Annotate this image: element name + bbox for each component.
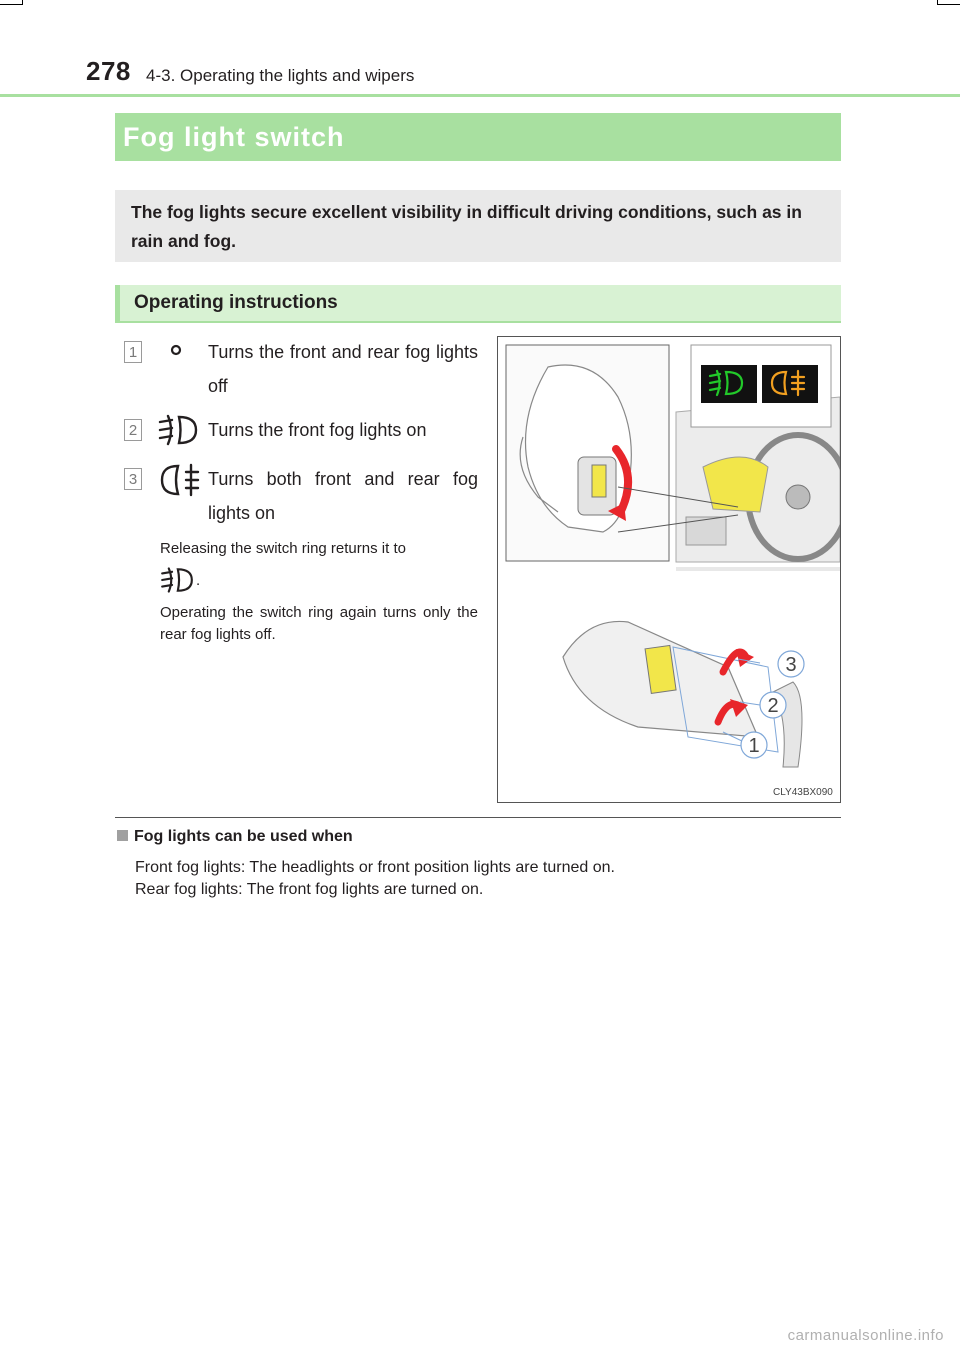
- figure-code: CLY43BX090: [773, 787, 833, 798]
- subsection-bar: [115, 285, 841, 323]
- conditions-heading: [117, 828, 353, 846]
- callout-label: 2: [767, 695, 779, 717]
- fog-switch-illustration: [497, 336, 841, 803]
- condition-line: Rear fog lights: The front fog lights are turned on.: [135, 881, 484, 898]
- intro-box: The fog lights secure excellent visibility in difficult driving conditions, such as in rain and fog.: [115, 190, 841, 262]
- bullet-square-icon: [117, 830, 128, 841]
- conditions-heading-text: Fog lights can be used when: [134, 828, 353, 845]
- watermark: carmanualsonline.info: [787, 1327, 944, 1344]
- crop-mark: [938, 4, 960, 5]
- page-number: 278: [86, 56, 131, 86]
- front-fog-light-icon: [160, 566, 194, 594]
- front-fog-light-icon: [158, 413, 198, 447]
- callout-label: 3: [785, 654, 797, 676]
- section-divider: [115, 817, 841, 818]
- note-period: .: [196, 572, 201, 589]
- step-description: Turns both front and rear fog lights on: [208, 469, 478, 523]
- condition-line: Front fog lights: The headlights or front position lights are turned on.: [135, 859, 615, 876]
- step-description: Turns the front and rear fog lights off: [208, 342, 478, 396]
- callout-label: 1: [748, 735, 760, 757]
- chapter-title: 4-3. Operating the lights and wipers: [146, 66, 415, 85]
- note-again: Operating the switch ring again turns only the rear fog lights off.: [160, 604, 478, 643]
- note-release: Releasing the switch ring returns it to: [160, 540, 406, 557]
- step-number: 2: [124, 419, 142, 441]
- step-number: 3: [124, 468, 142, 490]
- crop-mark: [937, 0, 938, 5]
- step-description: Turns the front fog lights on: [208, 420, 427, 440]
- page-header: [86, 56, 846, 94]
- section-title-bar: [115, 113, 841, 161]
- crop-mark: [0, 4, 22, 5]
- rear-fog-light-icon: [160, 462, 200, 498]
- section-title: Fog light switch: [123, 121, 345, 152]
- header-divider: [0, 94, 960, 97]
- step-number: 1: [124, 341, 142, 363]
- off-position-icon: [168, 342, 184, 358]
- subsection-title: Operating instructions: [134, 292, 338, 313]
- illustration-drawing: [498, 337, 840, 802]
- crop-mark: [22, 0, 23, 5]
